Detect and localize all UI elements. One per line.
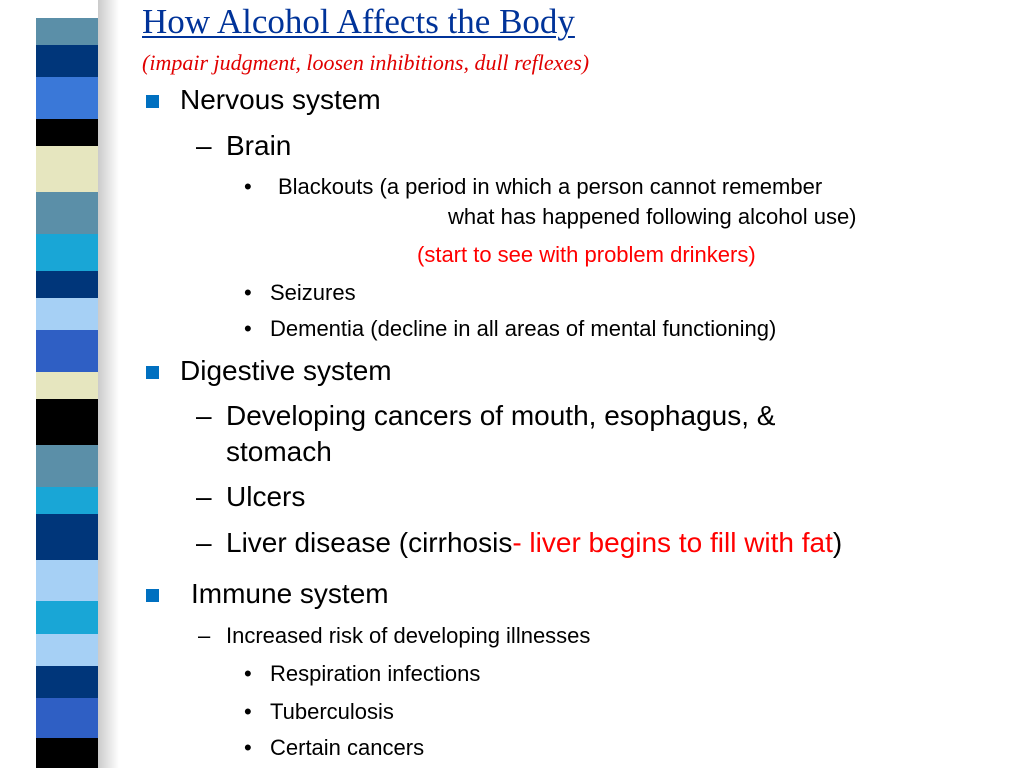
strip-block	[36, 601, 98, 634]
dash-bullet: –	[198, 623, 211, 648]
dash-bullet: –	[196, 400, 212, 431]
square-bullet-icon	[146, 366, 159, 379]
strip-block	[36, 234, 98, 271]
item-cancers-line2: stomach	[226, 436, 332, 467]
strip-block	[36, 0, 98, 18]
strip-block	[36, 372, 98, 399]
strip-block	[36, 738, 98, 768]
item-increased-risk: Increased risk of developing illnesses	[226, 623, 591, 648]
strip-block	[36, 298, 98, 330]
item-dementia: Dementia (decline in all areas of mental functioning)	[270, 316, 777, 341]
dot-bullet: •	[244, 316, 252, 341]
liver-suffix: )	[832, 527, 843, 558]
item-certain-cancers: Certain cancers	[270, 735, 425, 760]
dot-bullet: •	[244, 280, 252, 305]
blackouts-note: (start to see with problem drinkers)	[417, 242, 756, 267]
liver-highlight: - liver begins to fill with fat	[512, 527, 833, 558]
item-blackouts-line1: Blackouts (a period in which a person cannot remember	[278, 174, 823, 199]
strip-block	[36, 18, 98, 45]
strip-block	[36, 514, 98, 560]
item-liver-disease	[226, 527, 842, 559]
strip-block	[36, 146, 98, 192]
slide-subtitle: (impair judgment, loosen inhibitions, dull reflexes)	[142, 50, 590, 75]
strip-block	[36, 271, 98, 298]
item-seizures: Seizures	[270, 280, 356, 305]
strip-block	[36, 77, 98, 119]
dot-bullet: •	[244, 661, 252, 686]
strip-block	[36, 119, 98, 146]
square-bullet-icon	[146, 95, 159, 108]
strip-block	[36, 560, 98, 601]
section-digestive-system: Digestive system	[180, 355, 392, 386]
strip-block	[36, 45, 98, 77]
strip-block	[36, 487, 98, 514]
item-cancers-line1: Developing cancers of mouth, esophagus, &	[226, 400, 776, 431]
strip-block	[36, 445, 98, 487]
item-brain: Brain	[226, 130, 292, 161]
dot-bullet: •	[244, 174, 252, 199]
dash-bullet: –	[196, 481, 212, 512]
item-ulcers: Ulcers	[226, 481, 306, 512]
section-immune-system: Immune system	[191, 578, 389, 609]
square-bullet-icon	[146, 589, 159, 602]
strip-block	[36, 698, 98, 738]
dash-bullet: –	[196, 130, 212, 161]
dot-bullet: •	[244, 699, 252, 724]
strip-block	[36, 666, 98, 698]
item-respiration-infections: Respiration infections	[270, 661, 481, 686]
slide-title: How Alcohol Affects the Body	[142, 2, 575, 41]
strip-block	[36, 399, 98, 445]
strip-shadow	[97, 0, 119, 768]
decorative-strip	[36, 0, 98, 768]
item-tuberculosis: Tuberculosis	[270, 699, 394, 724]
strip-block	[36, 192, 98, 234]
dot-bullet: •	[244, 735, 252, 760]
liver-prefix: Liver disease (cirrhosis	[226, 527, 513, 558]
strip-block	[36, 634, 98, 666]
strip-block	[36, 330, 98, 372]
item-blackouts-line2: what has happened following alcohol use)	[448, 204, 857, 229]
section-nervous-system: Nervous system	[180, 84, 381, 115]
dash-bullet: –	[196, 527, 212, 558]
